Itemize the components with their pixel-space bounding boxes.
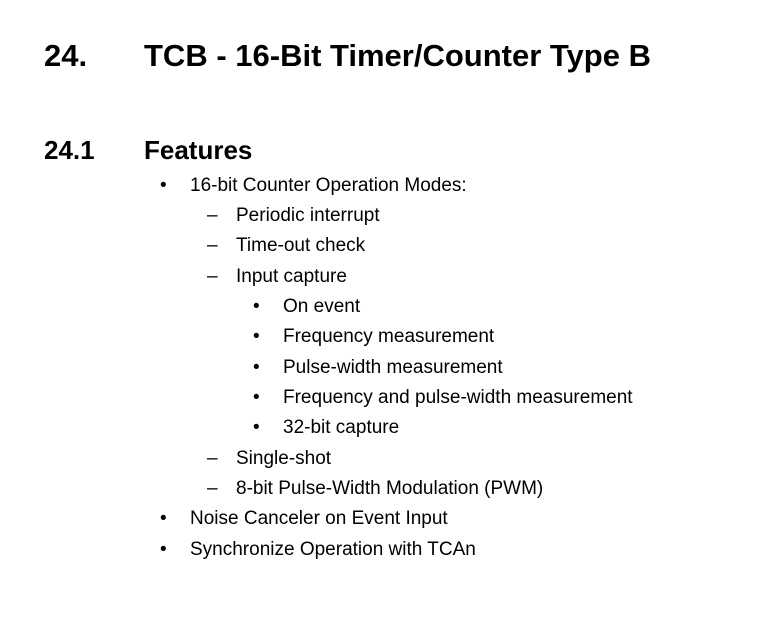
bullet-marker: • — [253, 417, 260, 438]
list-item-periodic-interrupt — [0, 201, 780, 231]
section-number: 24.1 — [44, 135, 95, 165]
list-item-text: Single-shot — [236, 448, 332, 469]
list-item-pwm — [0, 474, 780, 504]
list-item-synchronize — [0, 535, 780, 565]
list-item-text: Periodic interrupt — [236, 205, 380, 226]
bullet-marker: • — [253, 326, 260, 347]
list-item-on-event — [0, 292, 780, 322]
list-item-frequency-measurement — [0, 322, 780, 352]
dash-marker: – — [207, 478, 218, 499]
list-item-text: Frequency and pulse-width measurement — [283, 387, 633, 408]
list-item-text: Pulse-width measurement — [283, 357, 503, 378]
bullet-marker: • — [160, 539, 167, 560]
list-item-text: Time-out check — [236, 235, 366, 256]
list-item-32bit-capture — [0, 413, 780, 443]
bullet-marker: • — [253, 387, 260, 408]
section-title: Features — [144, 135, 253, 165]
dash-marker: – — [207, 448, 218, 469]
list-item-text: Synchronize Operation with TCAn — [190, 539, 476, 560]
list-item-text: Noise Canceler on Event Input — [190, 508, 448, 529]
list-item-counter-modes — [0, 171, 780, 201]
list-item-text: 32-bit capture — [283, 417, 400, 438]
list-item-text: 16-bit Counter Operation Modes: — [190, 175, 467, 196]
dash-marker: – — [207, 266, 218, 287]
chapter-title: TCB - 16-Bit Timer/Counter Type B — [144, 38, 651, 73]
bullet-marker: • — [160, 175, 167, 196]
bullet-marker: • — [160, 508, 167, 529]
list-item-text: Frequency measurement — [283, 326, 495, 347]
dash-marker: – — [207, 235, 218, 256]
list-item-timeout-check — [0, 231, 780, 261]
list-item-pulse-width-measurement — [0, 353, 780, 383]
dash-marker: – — [207, 205, 218, 226]
bullet-marker: • — [253, 296, 260, 317]
list-item-input-capture — [0, 262, 780, 292]
list-item-single-shot — [0, 444, 780, 474]
list-item-text: Input capture — [236, 266, 347, 287]
list-item-noise-canceler — [0, 504, 780, 534]
chapter-number: 24. — [44, 38, 88, 73]
list-item-text: 8-bit Pulse-Width Modulation (PWM) — [236, 478, 544, 499]
bullet-marker: • — [253, 357, 260, 378]
list-item-text: On event — [283, 296, 361, 317]
list-item-freq-and-pulse-width — [0, 383, 780, 413]
